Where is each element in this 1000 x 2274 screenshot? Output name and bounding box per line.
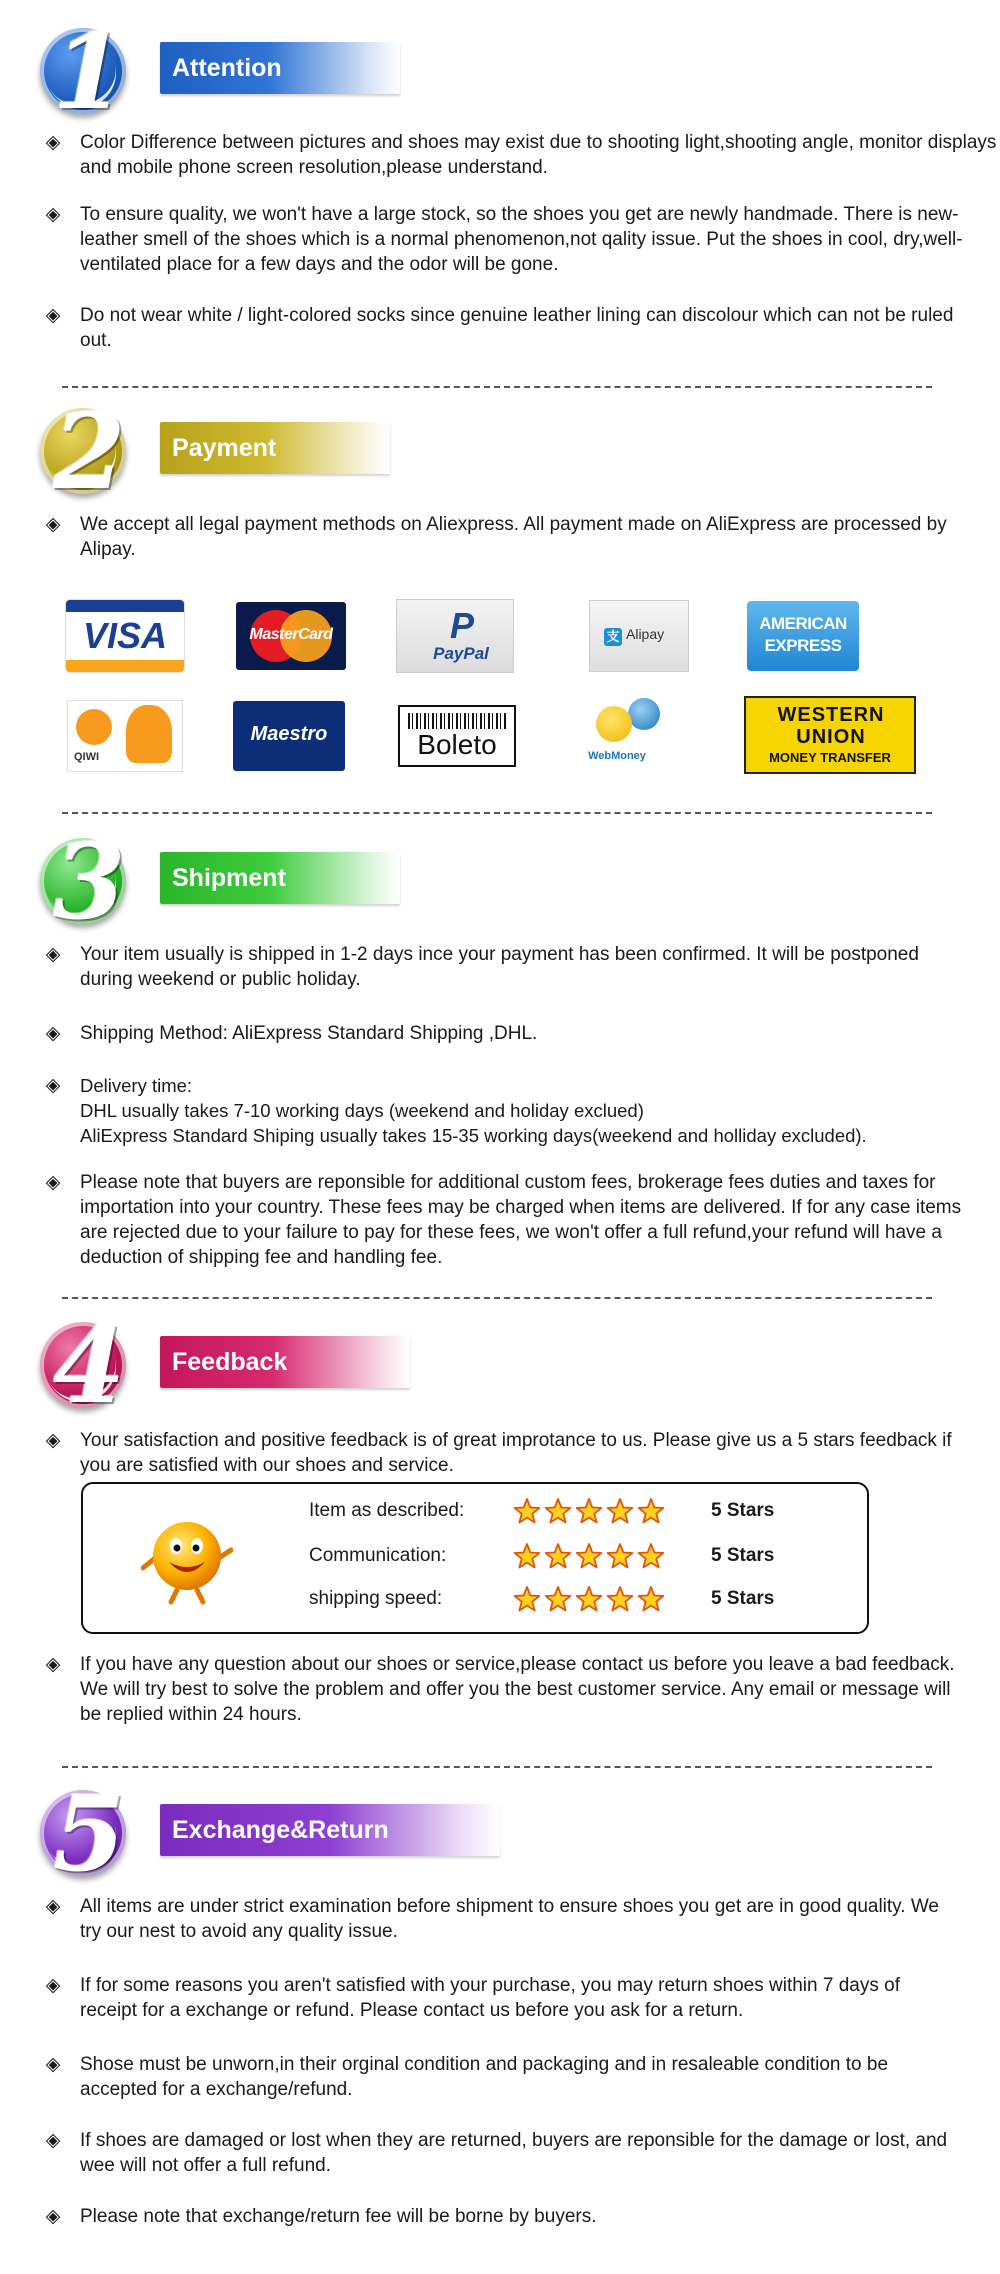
- rating-stars: [513, 1543, 673, 1569]
- qiwi-bird-icon: [126, 705, 172, 763]
- title-bar: [160, 42, 400, 94]
- mastercard-text: MasterCard: [249, 626, 333, 643]
- amex-text: AMERICAN EXPRESS: [759, 614, 847, 655]
- section-title: Attention: [172, 54, 282, 82]
- star-icon: [608, 1499, 633, 1523]
- barcode-icon: [408, 713, 506, 729]
- rating-stars: [513, 1498, 673, 1524]
- section-divider: [62, 386, 932, 388]
- section-header-feedback: [40, 1304, 660, 1432]
- diamond-bullet-icon: ◈: [45, 1023, 61, 1044]
- number-badge-1: [40, 10, 126, 133]
- paypal-text: PayPal: [433, 644, 489, 663]
- section-header-shipment: [40, 820, 660, 948]
- webmoney-text: WebMoney: [588, 750, 646, 762]
- rating-stars: [513, 1586, 673, 1612]
- paypal-p-icon: P: [449, 605, 474, 646]
- bullet-text: Delivery time: DHL usually takes 7-10 working days (weekend and holiday exclued) AliExpress Standard Shiping usually takes 15-35 working days(weekend and holliday excluded).: [80, 1075, 867, 1146]
- diamond-bullet-icon: ◈: [45, 514, 61, 535]
- section-divider: [62, 812, 932, 814]
- diamond-bullet-icon: ◈: [45, 132, 61, 153]
- bullet-text: If for some reasons you aren't satisfied with your purchase, you may return shoes within 7 days of receipt for a exchange or refund. Please contact us before you ask for a return.: [80, 1975, 900, 2021]
- star-icon: [546, 1587, 571, 1611]
- qiwi-circle-icon: [76, 709, 112, 745]
- diamond-bullet-icon: ◈: [45, 305, 61, 326]
- section-divider: [62, 1766, 932, 1768]
- star-icon: [577, 1587, 602, 1611]
- diamond-bullet-icon: ◈: [45, 1430, 61, 1451]
- number-badge-3: [40, 820, 126, 943]
- section-header-attention: [40, 10, 660, 138]
- rating-row-shipping-speed: [309, 1584, 829, 1614]
- star-icon: [608, 1544, 633, 1568]
- star-icon: [546, 1499, 571, 1523]
- number-glyph: 2: [52, 390, 126, 513]
- paypal-logo: [396, 600, 514, 672]
- rating-row-item-as-described: [309, 1496, 829, 1526]
- number-glyph: 3: [52, 820, 126, 943]
- western-union-logo: [744, 696, 916, 774]
- alipay-text: Alipay: [626, 626, 665, 642]
- title-bar: [160, 1804, 500, 1856]
- star-icon: [515, 1499, 540, 1523]
- bullet-text: Please note that exchange/return fee will be borne by buyers.: [80, 2206, 597, 2227]
- maestro-text: Maestro: [250, 723, 328, 745]
- bullet-text: Shose must be unworn,in their orginal condition and packaging and in resaleable condition to be accepted for a exchange/refund.: [80, 2054, 889, 2100]
- bullet-text: Please note that buyers are reponsible for additional custom fees, brokerage fees duties and taxes for importation into your country. These fees may be charged when items are delivered. If for any case items are rejected due to your failure to pay for these fees, we won't offer a full refund,your refund will have a deduction of shipping fee and handling fee.: [80, 1172, 962, 1268]
- number-glyph: 1: [52, 10, 126, 133]
- diamond-bullet-icon: ◈: [45, 1896, 61, 1917]
- bullet-text: If you have any question about our shoes or service,please contact us before you leave a bad feedback. We will try best to solve the problem and offer you the best customer service. Any email or message will be replied within 24 hours.: [80, 1654, 955, 1725]
- money-transfer-text: MONEY TRANSFER: [769, 750, 891, 765]
- number-badge-5: [40, 1772, 126, 1895]
- webmoney-logo: [578, 698, 696, 770]
- diamond-bullet-icon: ◈: [45, 1075, 61, 1096]
- boleto-logo: [398, 700, 516, 772]
- webmoney-bee-icon: [596, 706, 632, 742]
- title-bar: [160, 422, 390, 474]
- number-badge-2: [40, 390, 126, 513]
- section-title: Exchange&Return: [172, 1816, 389, 1844]
- smiley-mascot-icon: [141, 1514, 233, 1606]
- webmoney-globe-icon: [628, 698, 660, 730]
- western-union-text: WESTERN UNION: [777, 704, 885, 748]
- number-badge-4: [40, 1304, 126, 1427]
- star-icon: [639, 1544, 664, 1568]
- diamond-bullet-icon: ◈: [45, 1172, 61, 1193]
- alipay-icon: 支: [604, 628, 622, 646]
- diamond-bullet-icon: ◈: [45, 2130, 61, 2151]
- star-icon: [577, 1544, 602, 1568]
- star-icon: [577, 1499, 602, 1523]
- section-divider: [62, 1297, 932, 1299]
- rating-label: Item as described:: [309, 1500, 465, 1521]
- star-icon: [639, 1499, 664, 1523]
- star-icon: [608, 1587, 633, 1611]
- diamond-bullet-icon: ◈: [45, 2206, 61, 2227]
- section-title: Feedback: [172, 1348, 288, 1376]
- amex-logo: [744, 600, 862, 672]
- title-bar: [160, 852, 400, 904]
- section-header-payment: [40, 390, 660, 518]
- rating-value: 5 Stars: [711, 1545, 775, 1566]
- bullet-text: Color Difference between pictures and shoes may exist due to shooting light,shooting angle, monitor displays and mobile phone screen resolution,please understand.: [80, 132, 997, 178]
- bullet-text: Shipping Method: AliExpress Standard Shipping ,DHL.: [80, 1023, 538, 1044]
- star-icon: [639, 1587, 664, 1611]
- diamond-bullet-icon: ◈: [45, 1975, 61, 1996]
- bullet-text: To ensure quality, we won't have a large stock, so the shoes you get are newly handmade. There is new-leather smell of the shoes which is a normal phenomenon,not qality issue. Put the shoes in cool, dry,well-ventilated place for a few days and the odor will be gone.: [80, 204, 963, 275]
- qiwi-text: QIWI: [74, 751, 100, 763]
- alipay-logo: [580, 600, 698, 672]
- boleto-text: Boleto: [417, 729, 497, 760]
- qiwi-logo: [66, 700, 184, 772]
- number-glyph: 5: [52, 1772, 126, 1895]
- diamond-bullet-icon: ◈: [45, 944, 61, 965]
- rating-box: [81, 1482, 869, 1634]
- maestro-logo: [230, 700, 348, 772]
- section-title: Shipment: [172, 864, 286, 892]
- visa-logo: [66, 600, 184, 672]
- bullet-text: We accept all legal payment methods on Aliexpress. All payment made on AliExpress are processed by Alipay.: [80, 514, 947, 560]
- rating-label: shipping speed:: [309, 1588, 443, 1609]
- rating-value: 5 Stars: [711, 1500, 775, 1521]
- rating-row-communication: [309, 1541, 829, 1571]
- diamond-bullet-icon: ◈: [45, 2054, 61, 2075]
- section-title: Payment: [172, 434, 277, 462]
- rating-label: Communication:: [309, 1545, 447, 1566]
- rating-value: 5 Stars: [711, 1588, 775, 1609]
- star-icon: [515, 1587, 540, 1611]
- section-header-exchange-return: [40, 1772, 660, 1900]
- bullet-text: If shoes are damaged or lost when they are returned, buyers are reponsible for the damage or lost, and wee will not offer a full refund.: [80, 2130, 948, 2176]
- number-glyph: 4: [52, 1304, 126, 1427]
- bullet-text: Your satisfaction and positive feedback is of great improtance to us. Please give us a 5 stars feedback if you are satisfied with our shoes and service.: [80, 1430, 952, 1476]
- bullet-text: Do not wear white / light-colored socks since genuine leather lining can discolour which can not be ruled out.: [80, 305, 954, 351]
- bullet-text: All items are under strict examination before shipment to ensure shoes you get are in good quality. We try our nest to avoid any quality issue.: [80, 1896, 939, 1942]
- mastercard-logo: [232, 600, 350, 672]
- bullet-text: Your item usually is shipped in 1-2 days ince your payment has been confirmed. It will be postponed during weekend or public holiday.: [80, 944, 919, 990]
- star-icon: [515, 1544, 540, 1568]
- diamond-bullet-icon: ◈: [45, 1654, 61, 1675]
- star-icon: [546, 1544, 571, 1568]
- title-bar: [160, 1336, 410, 1388]
- diamond-bullet-icon: ◈: [45, 204, 61, 225]
- visa-text: VISA: [82, 615, 168, 656]
